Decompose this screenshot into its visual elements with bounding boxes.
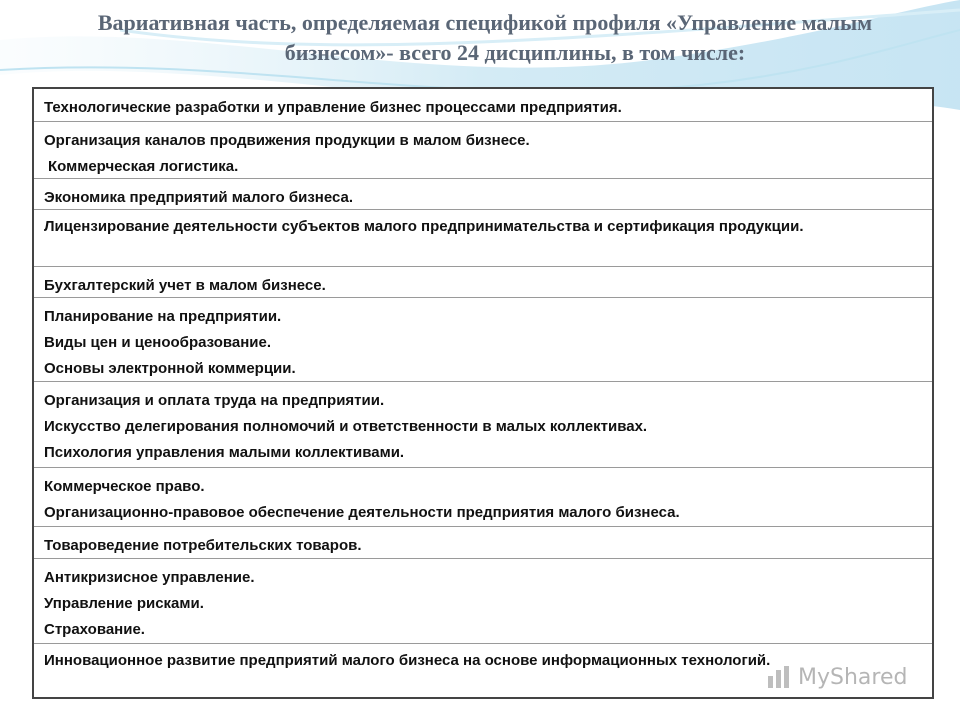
table-row [34, 468, 932, 527]
discipline-item: Организация и оплата труда на предприятии. [44, 392, 385, 409]
table-row [34, 89, 932, 122]
discipline-item: Бухгалтерский учет в малом бизнесе. [44, 277, 326, 294]
discipline-item: Управление рисками. [44, 595, 204, 612]
table-row [34, 559, 932, 644]
table-row [34, 210, 932, 267]
discipline-item: Страхование. [44, 621, 145, 638]
discipline-item: Антикризисное управление. [44, 569, 255, 586]
discipline-item: Психология управления малыми коллективами. [44, 444, 405, 461]
table-row [34, 179, 932, 210]
discipline-item: Товароведение потребительских товаров. [44, 537, 362, 554]
discipline-item: Инновационное развитие предприятий малого бизнеса на основе информационных технологий. [44, 652, 771, 669]
discipline-item: Виды цен и ценообразование. [44, 334, 272, 351]
discipline-item: Организационно-правовое обеспечение деятельности предприятия малого бизнеса. [44, 504, 680, 521]
discipline-item: Планирование на предприятии. [44, 308, 282, 325]
discipline-item: Экономика предприятий малого бизнеса. [44, 189, 354, 206]
discipline-item: Основы электронной коммерции. [44, 360, 296, 377]
discipline-item: Технологические разработки и управление бизнес процессами предприятия. [44, 99, 622, 116]
table-row [34, 267, 932, 298]
table-row [34, 298, 932, 382]
chart-bars-icon [766, 664, 794, 690]
slide-title-line1: Вариативная часть, определяемая спецификой профиля «Управление малым [97, 10, 873, 35]
slide-title-line2: бизнесом»- всего 24 дисциплины, в том числе: [284, 40, 746, 65]
table-row [34, 527, 932, 559]
table-row [34, 382, 932, 468]
myshared-watermark [766, 660, 926, 694]
discipline-item: Организация каналов продвижения продукции в малом бизнесе. [44, 132, 530, 149]
slide-title [20, 8, 950, 68]
discipline-item: Лицензирование деятельности субъектов малого предпринимательства и сертификация продукции. [44, 218, 804, 235]
table-row [34, 122, 932, 179]
discipline-item: Коммерческое право. [44, 478, 205, 495]
discipline-item: Коммерческая логистика. [48, 158, 239, 175]
watermark-text: MyShared [798, 664, 908, 690]
disciplines-table [32, 87, 934, 699]
discipline-item: Искусство делегирования полномочий и ответственности в малых коллективах. [44, 418, 648, 435]
